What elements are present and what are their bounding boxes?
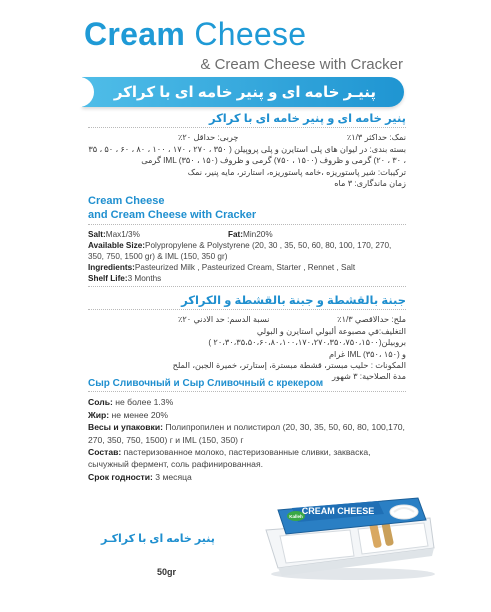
english-fat-value: Min20% (243, 230, 273, 239)
english-section (88, 194, 406, 291)
arabic-packaging: التغليف:في مصبوعة ألبولي استايرن و البولي بروبيلن(۲۰،۳۰،۳۵،۵۰،۶۰،۸۰،۱۰۰،۱۷۰،۲۷۰،۳۵۰،۷۵۰،۱۵۰۰ ) (208, 326, 406, 348)
persian-shelf-life: زمان ماندگاری: ۳ ماه (334, 179, 406, 189)
russian-salt (88, 396, 406, 408)
english-heading-1: Cream Cheese (88, 195, 165, 207)
pack-brand: Kalleh (289, 514, 303, 519)
russian-shelf-value: 3 месяца (152, 471, 192, 482)
arabic-salt-fat (88, 314, 406, 325)
persian-salt: نمک: حداکثر ۱/۳٪ (346, 133, 406, 143)
title-bold: Cream (84, 16, 186, 52)
product-pack-image (258, 490, 438, 582)
english-salt-value: Max1/3% (105, 230, 140, 239)
english-shelf-label: Shelf Life: (88, 274, 128, 283)
persian-packaging: بسته بندی: در لیوان های پلی استایرن و پلی پروپیلن ( ۳۵۰ ، ۲۷۰ ، ۱۷۰ ، ۱۰۰ ، ۸۰ ، ۶۰ ، ۵۰ ، ۳۵ (88, 144, 406, 154)
cheese-pack-illustration (258, 490, 438, 582)
title-light: Cheese (194, 16, 307, 52)
english-size-value: Polypropylene & Polystyrene (20, 30 , 35, 50, 60, 80, 100, 170, 270, 350, 750, 1500 gr) & IML (150, 350 gr) (88, 241, 392, 261)
english-shelf-life (88, 273, 406, 284)
english-shelf-value: 3 Months (127, 274, 162, 283)
russian-shelf-label: Срок годности: (88, 471, 153, 482)
persian-packaging-2: ، ۳۰ ، ۲۰) گرمی و ظروف (۱۵۰۰ ، ۷۵۰) گرمی و ظروف IML (۳۵۰ ، ۱۵۰) گرمی (141, 156, 406, 166)
english-ingredients-label: Ingredients: (88, 263, 135, 272)
product-caption: پنیر خامه ای با کراکـر (101, 533, 215, 545)
russian-heading: Сыр Сливочный и Сыр Сливочный с крекером (88, 378, 324, 389)
divider (88, 391, 406, 392)
divider (88, 224, 406, 225)
product-weight: 50gr (157, 567, 177, 577)
english-salt-label: Salt: (88, 230, 106, 239)
arabic-section (88, 296, 406, 383)
russian-ingredients-value: пастеризованное молоко, пастеризованные сливки, закваска, сычужный фермент, соль рафинированная. (88, 447, 371, 470)
russian-fat-label: Жир: (88, 409, 110, 420)
english-ingredients (88, 262, 406, 273)
arabic-fat: نسبة الدسم: حد الادني ۲۰٪ (178, 315, 270, 325)
pack-label: CREAM CHEESE (301, 506, 375, 516)
persian-section (88, 114, 406, 189)
divider (88, 309, 406, 310)
arabic-shelf-life: مدة الصلاحية: ۳ شهور (332, 372, 406, 382)
arabic-ingredients: المكونات : حليب مبستر، قشطة مبسترة، إستارتر، خميرة الجبن، الملح (172, 361, 406, 371)
russian-shelf-life (88, 471, 406, 483)
english-heading-2: and Cream Cheese with Cracker (88, 209, 257, 221)
arabic-salt: ملح: حدالاقصي ۱/۳٪ (337, 315, 406, 325)
english-size (88, 240, 406, 262)
russian-salt-label: Соль: (88, 397, 113, 408)
persian-banner (82, 77, 404, 107)
divider (88, 286, 406, 287)
arabic-heading: جبنة بالقشطة و جبنة بالقشطة و الكراكر (181, 295, 406, 307)
russian-ingredients-label: Состав: (88, 447, 122, 458)
arabic-packaging-2: و IML (۳۵۰، ۱۵۰) غرام (328, 349, 406, 359)
english-size-label: Available Size: (88, 241, 146, 250)
russian-size (88, 421, 406, 446)
persian-heading: پنیر خامه ای و پنیر خامه ای با کراکر (208, 113, 406, 125)
banner-text: پنیـر خامه ای و پنیر خامه ای با کراکر (113, 84, 376, 101)
persian-fat: چربی: حداقل ۲۰٪ (178, 133, 239, 143)
product-title (84, 16, 306, 53)
persian-salt-fat (88, 132, 406, 143)
product-subtitle: & Cream Cheese with Cracker (200, 56, 403, 73)
russian-section (88, 378, 406, 483)
russian-fat (88, 409, 406, 421)
persian-ingredients: ترکیبات: شیر پاستوریزه ،خامه پاستوریزه، استارتر، مایه پنیر، نمک (187, 167, 406, 177)
russian-size-label: Весы и упаковки: (88, 422, 163, 433)
russian-size-value: Полипропилен и полистирол (20, 30, 35, 50, 60, 80, 100,170, 270, 350, 750, 1500) г и IML (150, 350) г (88, 422, 405, 445)
russian-ingredients (88, 446, 406, 471)
russian-fat-value: не менее 20% (109, 409, 169, 420)
russian-salt-value: не более 1.3% (112, 397, 174, 408)
divider (88, 127, 406, 128)
english-fat-label: Fat: (228, 230, 244, 239)
english-salt-fat (88, 229, 406, 240)
english-ingredients-value: Pasteurized Milk , Pasteurized Cream, Starter , Rennet , Salt (134, 263, 356, 272)
